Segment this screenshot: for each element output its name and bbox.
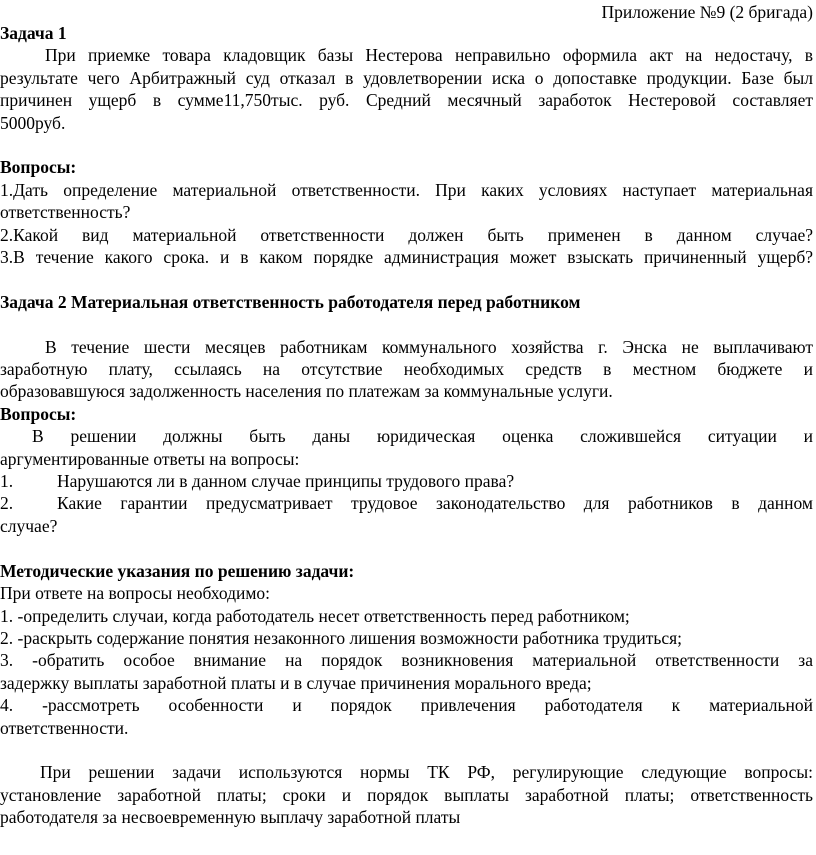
- task1-question-line: 2.Какой вид материальной ответственности должен быть применен в данном случае?: [0, 224, 813, 245]
- task2-paragraph-line: заработную плату, ссылаясь на отсутствие необходимых средств в местном бюджете и: [0, 359, 813, 380]
- task2-question-item: [0, 492, 813, 514]
- question-text: Какие гарантии предусматривает трудовое законодательство для работников в данном: [57, 493, 813, 514]
- guideline-line: 3. -обратить особое внимание на порядок возникновения материальной ответственности за: [0, 650, 813, 671]
- guideline-line: 1. -определить случаи, когда работодатель несет ответственность перед работником;: [0, 605, 630, 626]
- question-number: 2.: [0, 493, 14, 514]
- task1-paragraph-line: результате чего Арбитражный суд отказал в удовлетворении иска о допоставке продукции. Базе был: [0, 67, 813, 88]
- guideline-line: ответственности.: [0, 717, 129, 738]
- appendix-label: Приложение №9 (2 бригада): [601, 2, 813, 22]
- task2-question-continuation: случае?: [0, 515, 58, 536]
- task2-paragraph-line: образовавшуюся задолженность населения по платежам за коммунальные услуги.: [0, 381, 613, 402]
- guidelines-heading: Методические указания по решению задачи:: [0, 560, 355, 581]
- closing-line: работодателя за несвоевременную выплачу заработной платы: [0, 807, 461, 828]
- task1-paragraph-line: 5000руб.: [0, 112, 66, 133]
- task1-question-line: 3.В течение какого срока. и в каком порядке администрация может взыскать причиненный ущерб?: [0, 247, 813, 268]
- closing-line: установление заработной платы; сроки и порядок выплаты заработной платы; ответственность: [0, 784, 813, 805]
- question-text: Нарушаются ли в данном случае принципы трудового права?: [57, 471, 515, 492]
- question-number: 1.: [0, 471, 14, 492]
- guideline-line: задержку выплаты заработной платы и в случае причинения морального вреда;: [0, 672, 592, 693]
- task2-title: Задача 2 Материальная ответственность работодателя перед работником: [0, 291, 581, 312]
- task2-question-item: [0, 470, 813, 492]
- guideline-line: 2. -раскрыть содержание понятия незаконного лишения возможности работника трудиться;: [0, 627, 683, 648]
- task1-question-line: ответственность?: [0, 202, 131, 223]
- task1-question-line: 1.Дать определение материальной ответственности. При каких условиях наступает материальная: [0, 179, 813, 200]
- task1-title: Задача 1: [0, 23, 67, 43]
- task1-questions-heading: Вопросы:: [0, 157, 77, 178]
- task2-intro-line: аргументированные ответы на вопросы:: [0, 448, 300, 469]
- guidelines-intro: При ответе на вопросы необходимо:: [0, 583, 271, 604]
- task2-questions-heading: Вопросы:: [0, 403, 77, 424]
- task1-paragraph-line: При приемке товара кладовщик базы Нестерова неправильно оформила акт на недостачу, в: [45, 45, 813, 66]
- task2-paragraph-line: В течение шести месяцев работникам коммунального хозяйства г. Энска не выплачивают: [45, 336, 813, 357]
- task1-paragraph-line: причинен ущерб в сумме11,750тыс. руб. Средний месячный заработок Нестеровой составляет: [0, 90, 813, 111]
- closing-line: При решении задачи используются нормы ТК РФ, регулирующие следующие вопросы:: [40, 762, 813, 783]
- task2-intro-line: В решении должны быть даны юридическая оценка сложившейся ситуации и: [32, 426, 813, 447]
- guideline-line: 4. -рассмотреть особенности и порядок привлечения работодателя к материальной: [0, 695, 813, 716]
